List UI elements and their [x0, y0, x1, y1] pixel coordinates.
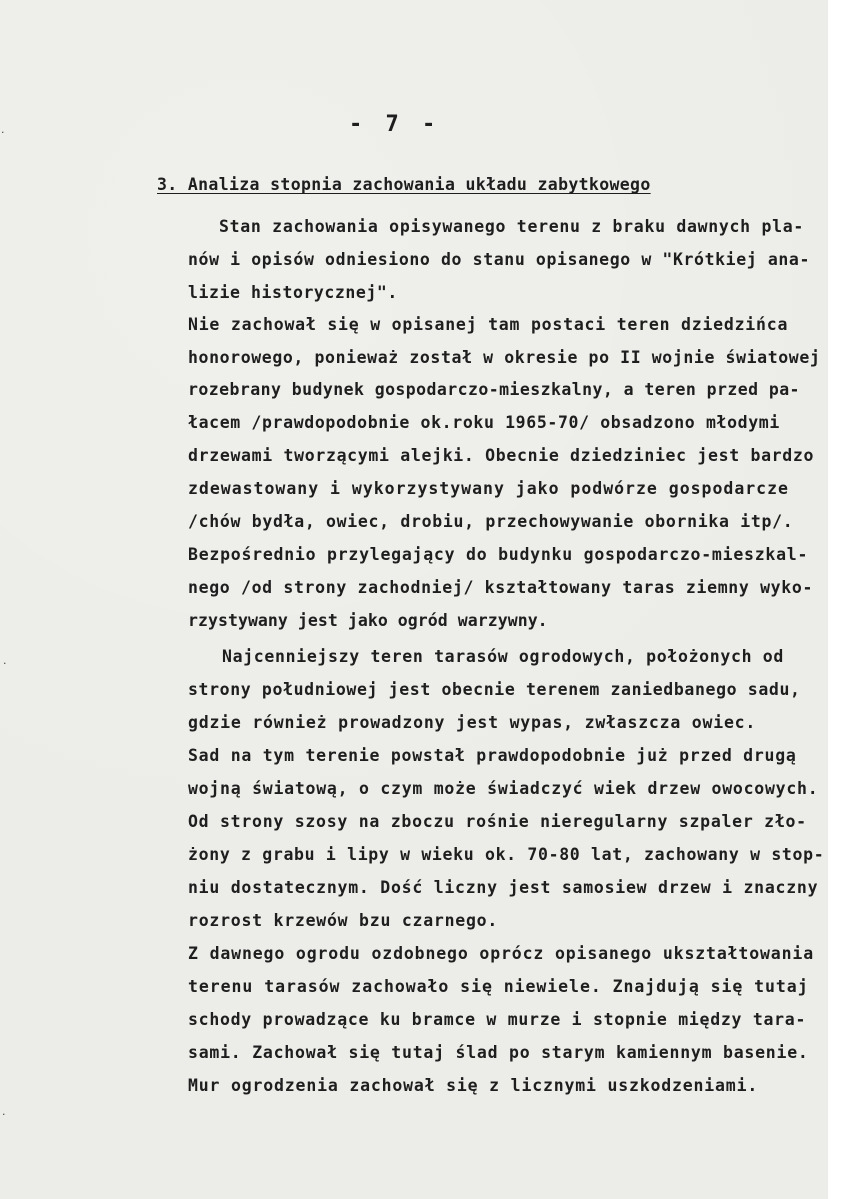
text-line: gdzie również prowadzony jest wypas, zwłaszcza owiec. [188, 713, 757, 732]
text-line: Od strony szosy na zboczu rośnie nieregularny szpaler zło- [188, 812, 807, 831]
text-line: Nie zachował się w opisanej tam postaci teren dziedzińca [188, 315, 789, 334]
page-edge [828, 0, 843, 1199]
text-line: zdewastowany i wykorzystywany jako podwórze gospodarcze [188, 479, 789, 498]
text-line: honorowego, ponieważ został w okresie po II wojnie światowej [188, 348, 821, 367]
text-line: sami. Zachował się tutaj ślad po starym kamiennym basenie. [188, 1043, 809, 1062]
text-line: rzystywany jest jako ogród warzywny. [188, 611, 548, 630]
text-line: Sad na tym terenie powstał prawdopodobnie już przed drugą [188, 746, 797, 765]
section-heading: 3. Analiza stopnia zachowania układu zabytkowego [157, 175, 651, 194]
text-line: niu dostatecznym. Dość liczny jest samosiew drzew i znaczny [188, 878, 819, 897]
text-line: żony z grabu i lipy w wieku ok. 70-80 lat, zachowany w stop- [188, 845, 825, 864]
text-line: /chów bydła, owiec, drobiu, przechowywanie obornika itp/. [188, 512, 794, 531]
text-line: lizie historycznej". [188, 283, 398, 302]
text-line: Z dawnego ogrodu ozdobnego oprócz opisanego ukształtowania [188, 944, 814, 963]
text-line: rozrost krzewów bzu czarnego. [188, 911, 499, 930]
text-line: strony południowej jest obecnie terenem zaniedbanego sadu, [188, 680, 801, 699]
text-line: Stan zachowania opisywanego terenu z braku dawnych pla- [219, 217, 804, 236]
binding-mark: · [3, 657, 7, 670]
text-line: Bezpośrednio przylegający do budynku gospodarczo-mieszkal- [188, 545, 809, 564]
text-line: łacem /prawdopodobnie ok.roku 1965-70/ obsadzono młodymi [188, 413, 780, 432]
text-line: drzewami tworzącymi alejki. Obecnie dziedziniec jest bardzo [188, 446, 815, 465]
text-line: terenu tarasów zachowało się niewiele. Znajdują się tutaj [188, 977, 809, 996]
text-line: Mur ogrodzenia zachował się z licznymi uszkodzeniami. [188, 1076, 759, 1095]
text-line: wojną światową, o czym może świadczyć wiek drzew owocowych. [188, 779, 819, 798]
text-line: nów i opisów odniesiono do stanu opisanego w "Krótkiej ana- [188, 250, 811, 269]
binding-mark: · [2, 1108, 6, 1121]
text-line: nego /od strony zachodniej/ kształtowany taras ziemny wyko- [188, 578, 814, 597]
page-number: - 7 - [349, 112, 441, 137]
text-line: Najcenniejszy teren tarasów ogrodowych, położonych od [222, 647, 785, 666]
binding-mark: · [1, 126, 5, 139]
text-line: rozebrany budynek gospodarczo-mieszkalny, a teren przed pa- [188, 380, 800, 399]
text-line: schody prowadzące ku bramce w murze i stopnie między tara- [188, 1010, 807, 1029]
